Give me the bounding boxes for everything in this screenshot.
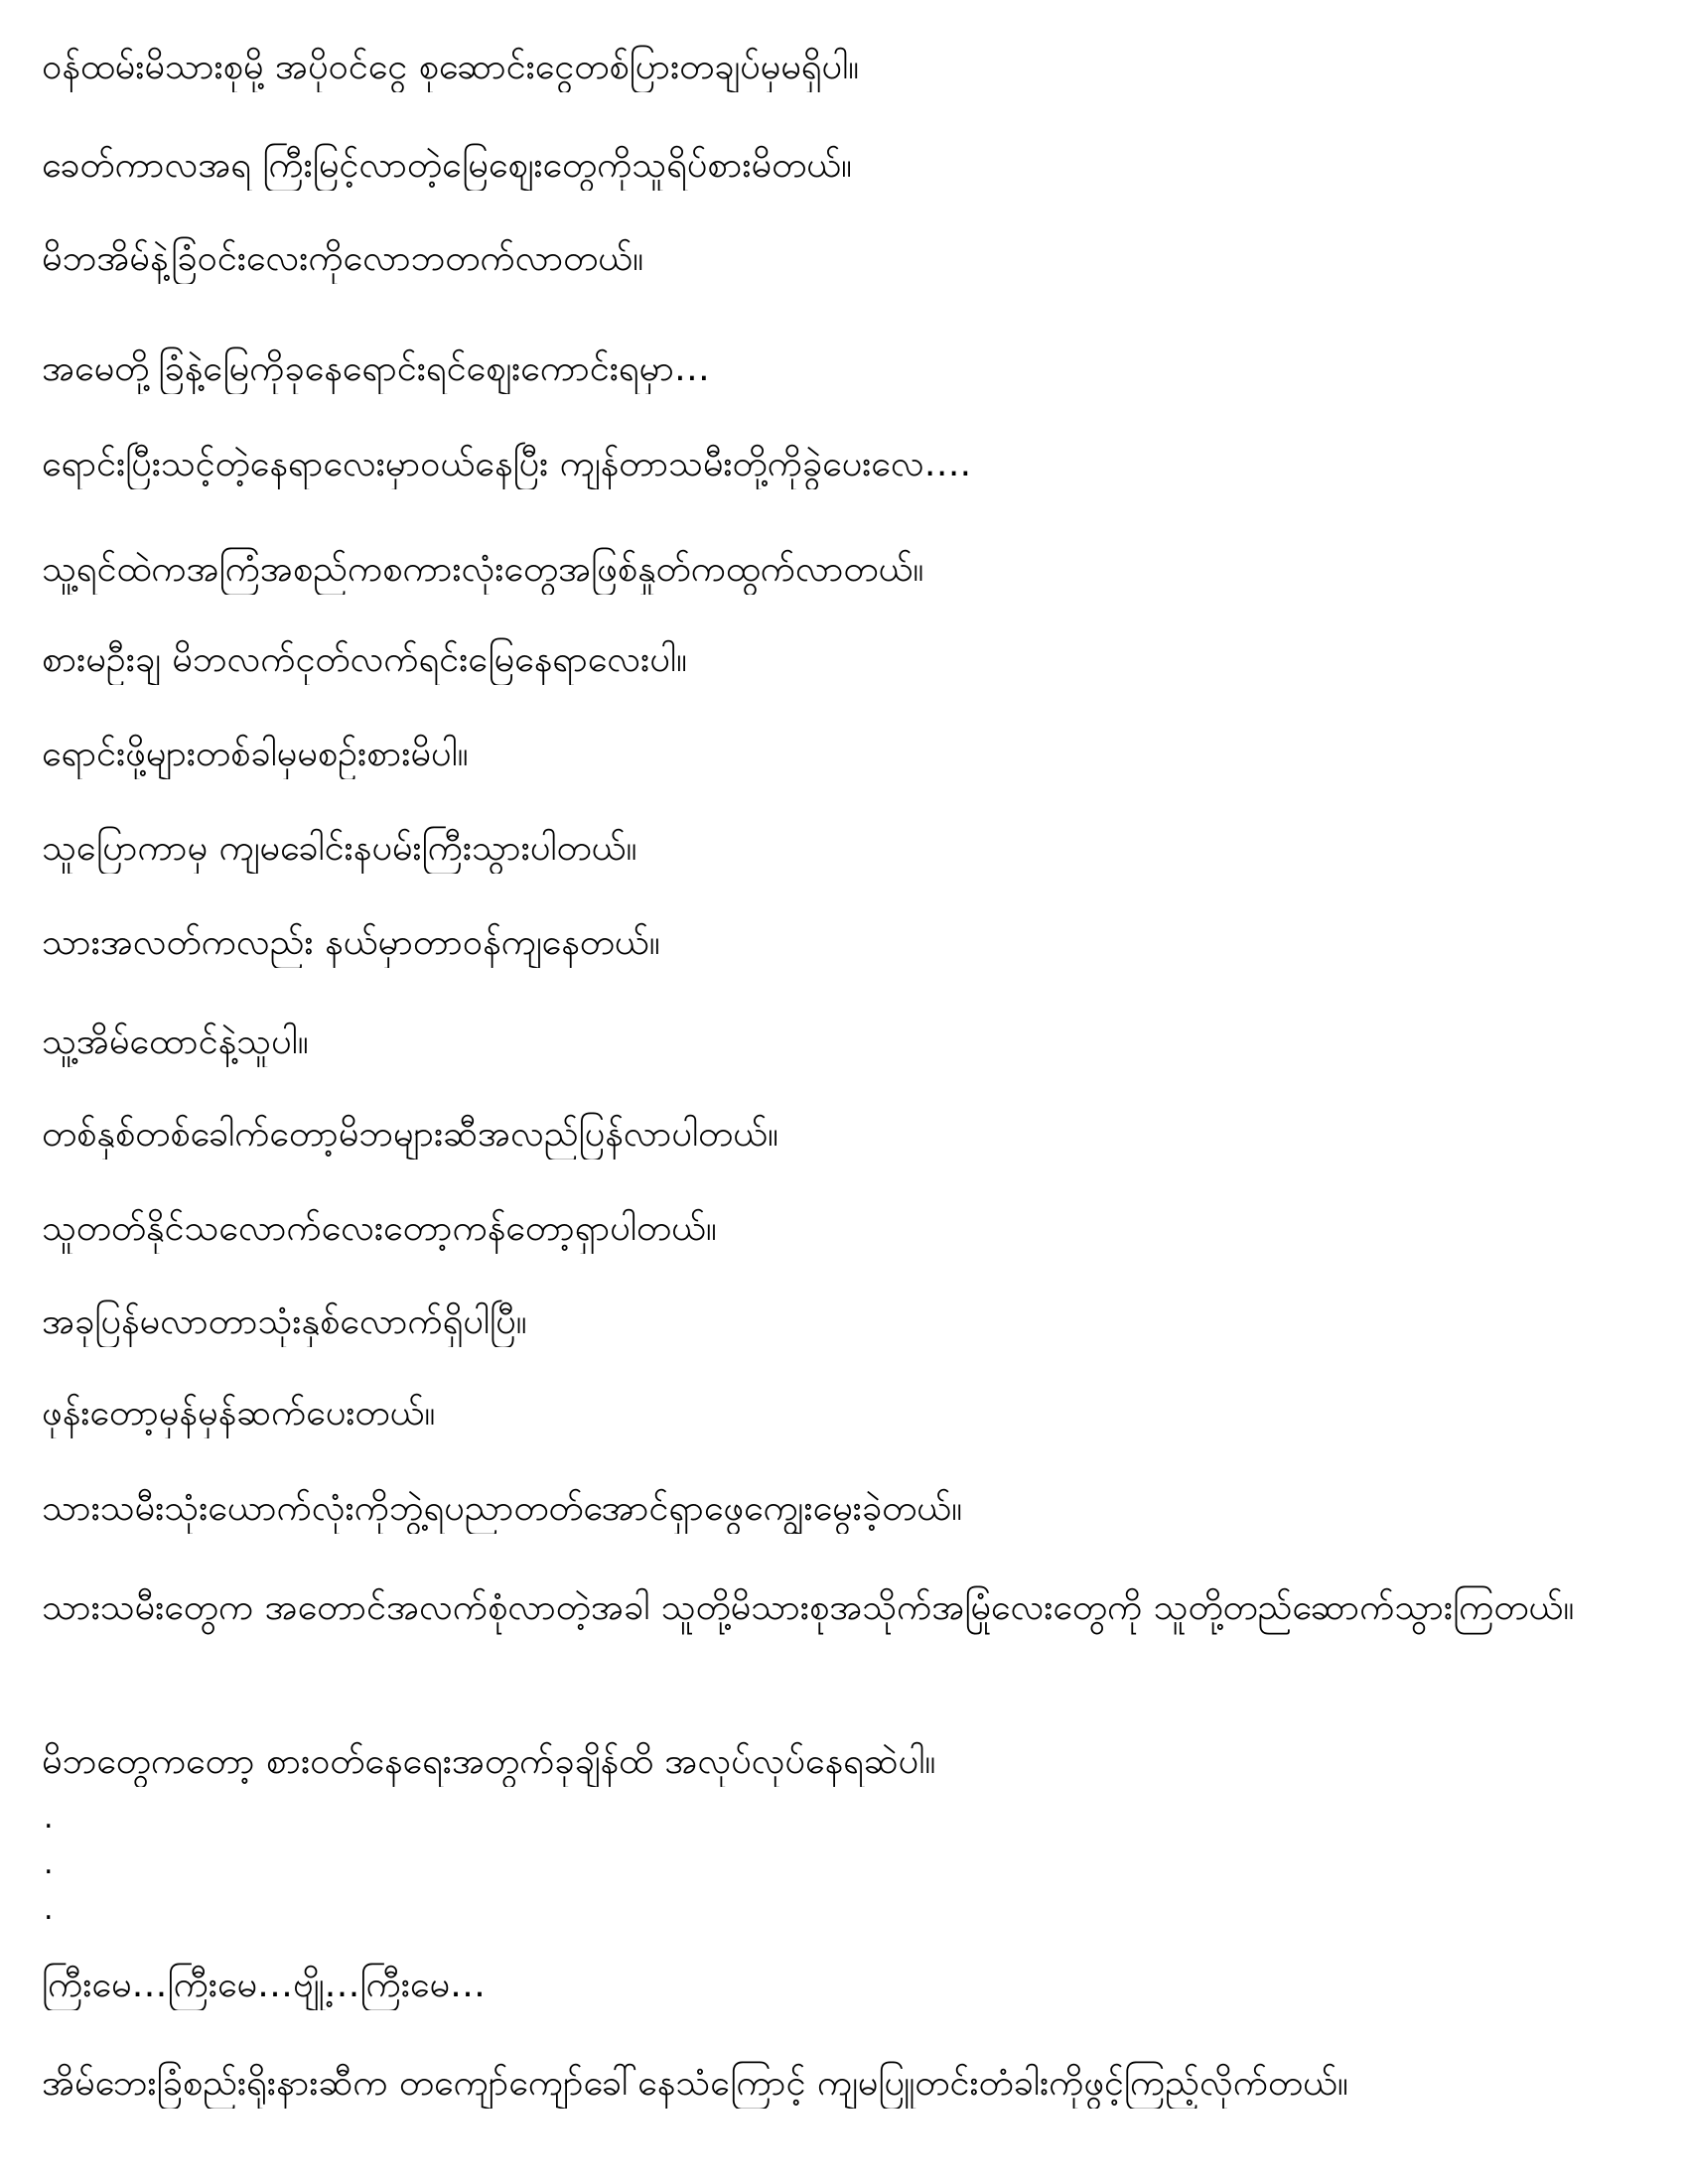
ellipsis-dot: . xyxy=(44,1846,54,1881)
text-line: ဖုန်းတော့မှန်မှန်ဆက်ပေးတယ်။ xyxy=(42,1393,436,1433)
text-line: ရောင်းဖို့များတစ်ခါမှမစဥ်းစားမိပါ။ xyxy=(42,734,469,774)
text-line: တစ်နှစ်တစ်ခေါက်တော့မိဘများဆီအလည်ပြန်လာပါတယ်။ xyxy=(42,1114,778,1155)
ellipsis-dot: . xyxy=(44,1801,54,1836)
text-line: အိမ်ဘေးခြံစည်းရိုးနားဆီက တကျော်ကျော်ခေါ်နေသံကြောင့် ကျမပြူတင်းတံခါးကိုဖွင့်ကြည့်လိုက်တယ်။ xyxy=(42,2063,1348,2104)
text-line: သူတတ်နိုင်သလောက်လေးတော့ကန်တော့ရှာပါတယ်။ xyxy=(42,1208,717,1249)
text-line: မိဘအိမ်နဲ့ခြံဝင်းလေးကိုလောဘတက်လာတယ်။ xyxy=(42,238,644,279)
text-line: မိဘတွေကတော့ စားဝတ်နေရေးအတွက်ခုချိန်ထိ အလုပ်လုပ်နေရဆဲပါ။ xyxy=(42,1741,936,1782)
text-line: သူ့ရင်ထဲကအကြံအစည်ကစကားလုံးတွေအဖြစ်နှုတ်ကထွက်လာတယ်။ xyxy=(42,549,924,590)
text-line: ရောင်းပြီးသင့်တဲ့နေရာလေးမှာဝယ်နေပြီး ကျန်တာသမီးတို့ကိုခွဲပေးလေ…. xyxy=(42,444,972,484)
text-paragraph: သားသမီးတွေက အတောင်အလက်စုံလာတဲ့အခါ သူတို့မိသားစုအသိုက်အမြုံလေးတွေကို သူတို့တည်ဆောက်သွားကြတယ်။ xyxy=(42,1587,1575,1628)
text-line: အမေတို့ခြံနဲ့မြေကိုခုနေရောင်းရင်စျေးကောင်းရမှာ… xyxy=(42,348,710,389)
text-line: အခုပြန်မလာတာသုံးနှစ်လောက်ရှိပါပြီ။ xyxy=(42,1301,527,1342)
text-line: သူ့အိမ်ထောင်နဲ့သူပါ။ xyxy=(42,1022,309,1062)
document-page xyxy=(42,0,1660,2184)
text-line: သားသမီးသုံးယောက်လုံးကိုဘွဲ့ရပညာတတ်အောင်ရှာဖွေကျွေးမွေးခဲ့တယ်။ xyxy=(42,1488,962,1529)
text-line: ဝန်ထမ်းမိသားစုမို့ အပိုဝင်ငွေ စုဆောင်းငွေတစ်ပြားတချပ်မှမရှိပါ။ xyxy=(42,47,860,87)
text-line: သူပြောကာမှ ကျမခေါင်းနပမ်းကြီးသွားပါတယ်။ xyxy=(42,828,637,869)
ellipsis-dot: . xyxy=(44,1892,54,1927)
text-line: ခေတ်ကာလအရ ကြီးမြင့်လာတဲ့မြေစျေးတွေကိုသူရိပ်စားမိတယ်။ xyxy=(42,145,852,186)
text-line: ကြီးမေ…ကြီးမေ…ဗျို့…ကြီးမေ… xyxy=(42,1965,487,2005)
text-line: စားမဦးချ မိဘလက်ငုတ်လက်ရင်းမြေနေရာလေးပါ။ xyxy=(42,639,687,680)
text-line: သားအလတ်ကလည်း နယ်မှာတာဝန်ကျနေတယ်။ xyxy=(42,922,660,963)
